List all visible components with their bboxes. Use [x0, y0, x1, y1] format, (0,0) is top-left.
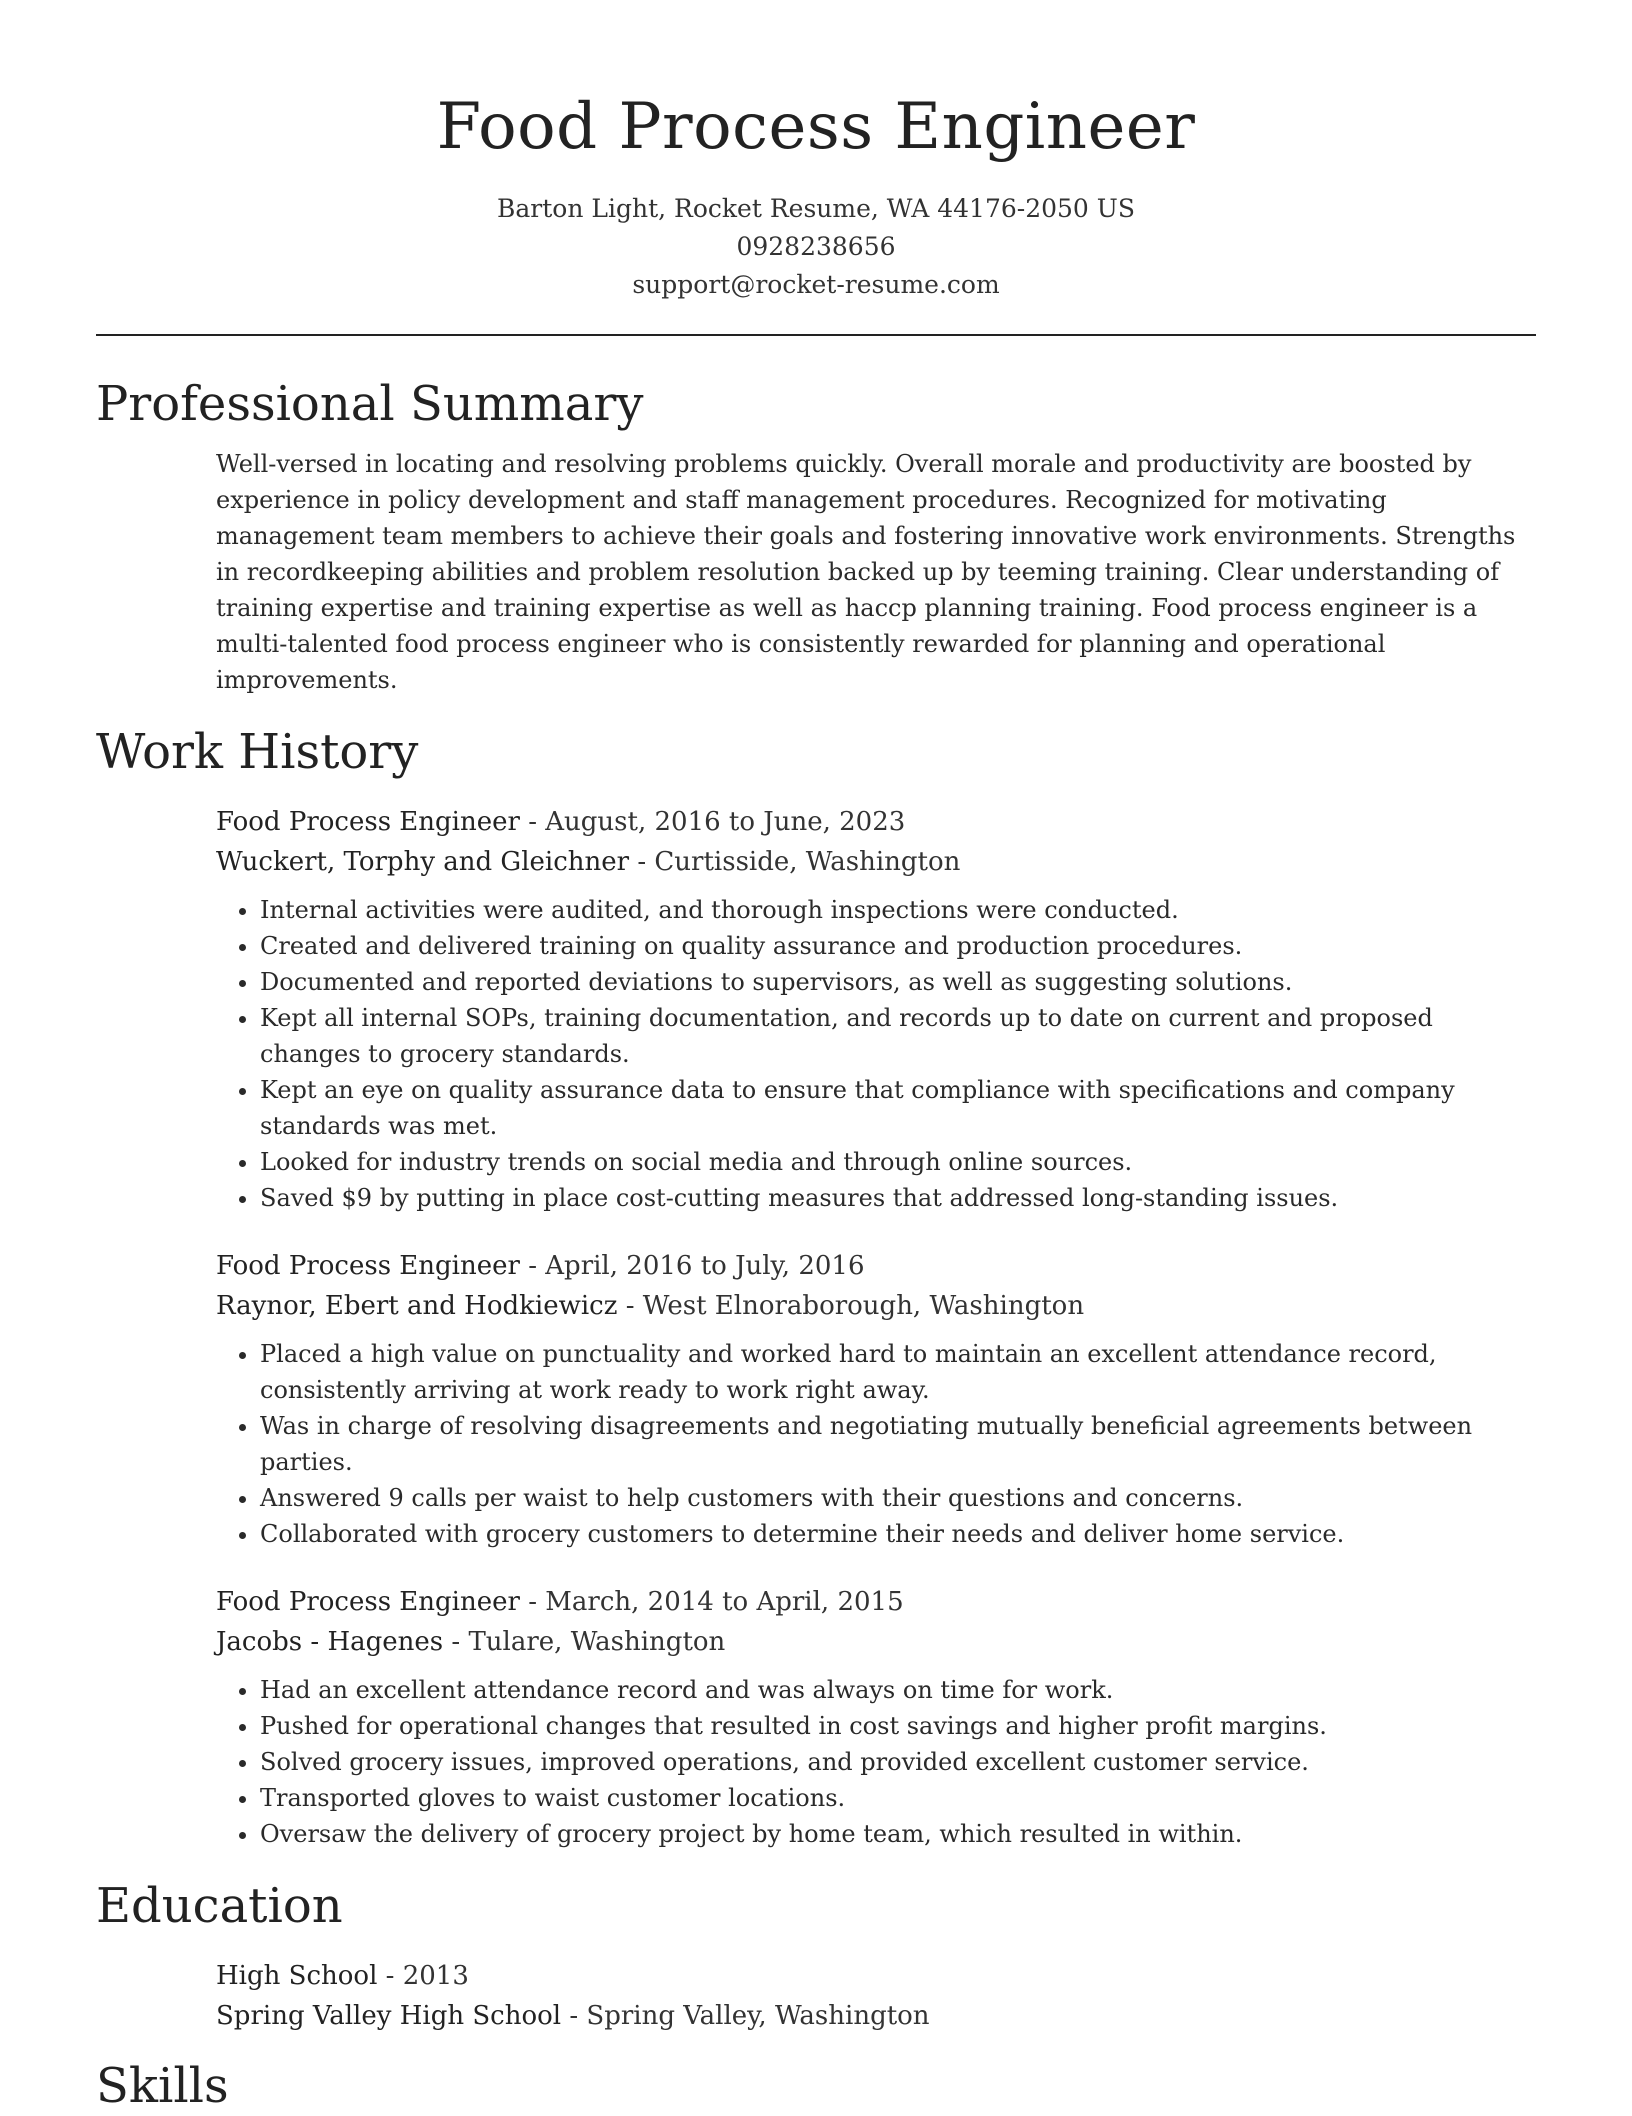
list-item: • Internal activities were audited, and thorough inspections were conducted.: [260, 892, 1536, 928]
job-company-line: [216, 1622, 1536, 1662]
summary-title: Professional Summary: [96, 376, 644, 432]
education-year: - 2013: [377, 1961, 469, 1991]
job-company: Jacobs - Hagenes: [216, 1627, 444, 1657]
job-dates: - March, 2014 to April, 2015: [519, 1587, 904, 1617]
education-location: - Spring Valley, Washington: [561, 2001, 930, 2031]
contact-address: Barton Light, Rocket Resume, WA 44176-2050 US: [497, 194, 1135, 223]
list-item: • Kept all internal SOPs, training documentation, and records up to date on current and proposed changes to grocery standards.: [260, 1000, 1536, 1072]
work-history-section: [96, 722, 1536, 1852]
header-divider: [96, 334, 1536, 336]
list-item: • Collaborated with grocery customers to determine their needs and deliver home service.: [260, 1516, 1536, 1552]
summary-text: Well-versed in locating and resolving problems quickly. Overall morale and productivity are boosted by experience in policy development and staff management procedures. Recognized for motivating management team members to achieve their goals and fostering innovative work environments. Strengths in recordkeeping abilities and problem resolution backed up by teeming training. Clear understanding of training expertise and training expertise as well as haccp planning training. Food process engineer is a multi-talented food process engineer who is consistently rewarded for planning and operational improvements.: [216, 450, 1516, 694]
education-school-line: [216, 1996, 1536, 2036]
job-company-line: [216, 1286, 1536, 1326]
job-dates: - August, 2016 to June, 2023: [519, 807, 906, 837]
job-bullets: [216, 892, 1536, 1216]
job-title-line: [216, 1246, 1536, 1286]
job-bullets: [216, 1336, 1536, 1552]
list-item: • Documented and reported deviations to supervisors, as well as suggesting solutions.: [260, 964, 1536, 1000]
job-dates: - April, 2016 to July, 2016: [519, 1251, 865, 1281]
list-item: • Looked for industry trends on social media and through online sources.: [260, 1144, 1536, 1180]
contact-info: [96, 190, 1536, 304]
list-item: • Transported gloves to waist customer locations.: [260, 1780, 1536, 1816]
job-entry: [216, 802, 1536, 1216]
list-item: • Placed a high value on punctuality and worked hard to maintain an excellent attendance record, consistently arriving at work ready to work right away.: [260, 1336, 1536, 1408]
list-item: • Created and delivered training on quality assurance and production procedures.: [260, 928, 1536, 964]
job-location: - Tulare, Washington: [443, 1627, 726, 1657]
list-item: • Answered 9 calls per waist to help customers with their questions and concerns.: [260, 1480, 1536, 1516]
list-item: • Had an excellent attendance record and was always on time for work.: [260, 1672, 1536, 1708]
job-company: Wuckert, Torphy and Gleichner: [216, 847, 630, 877]
job-entry: [216, 1582, 1536, 1852]
contact-phone: 0928238656: [736, 232, 896, 261]
education-title: Education: [96, 1878, 343, 1934]
job-company: Raynor, Ebert and Hodkiewicz: [216, 1291, 618, 1321]
job-bullets: [216, 1672, 1536, 1852]
list-item: • Kept an eye on quality assurance data to ensure that compliance with specifications and company standards was met.: [260, 1072, 1536, 1144]
work-history-title: Work History: [96, 724, 419, 780]
skills-title: Skills: [96, 2058, 229, 2114]
list-item: • Oversaw the delivery of grocery project by home team, which resulted in within.: [260, 1816, 1536, 1852]
list-item: • Solved grocery issues, improved operations, and provided excellent customer service.: [260, 1744, 1536, 1780]
job-location: - West Elnoraborough, Washington: [617, 1291, 1085, 1321]
education-school: Spring Valley High School: [216, 2001, 562, 2031]
education-entry: [216, 1956, 1536, 2036]
job-location: - Curtisside, Washington: [629, 847, 961, 877]
job-role: Food Process Engineer: [216, 1251, 520, 1281]
job-role: Food Process Engineer: [216, 807, 520, 837]
job-role: Food Process Engineer: [216, 1587, 520, 1617]
resume-header: [96, 0, 1536, 304]
skills-section: [96, 2056, 1536, 2116]
summary-section: [96, 374, 1536, 698]
education-degree-line: [216, 1956, 1536, 1996]
list-item: • Pushed for operational changes that resulted in cost savings and higher profit margins.: [260, 1708, 1536, 1744]
job-title-line: [216, 802, 1536, 842]
list-item: • Was in charge of resolving disagreements and negotiating mutually beneficial agreements between parties.: [260, 1408, 1536, 1480]
education-degree: High School: [216, 1961, 378, 1991]
job-title-line: [216, 1582, 1536, 1622]
education-section: [96, 1876, 1536, 2036]
resume-name: Food Process Engineer: [436, 90, 1196, 164]
job-entry: [216, 1246, 1536, 1552]
list-item: • Saved $9 by putting in place cost-cutting measures that addressed long-standing issues.: [260, 1180, 1536, 1216]
job-company-line: [216, 842, 1536, 882]
contact-email: support@rocket-resume.com: [632, 270, 1000, 299]
